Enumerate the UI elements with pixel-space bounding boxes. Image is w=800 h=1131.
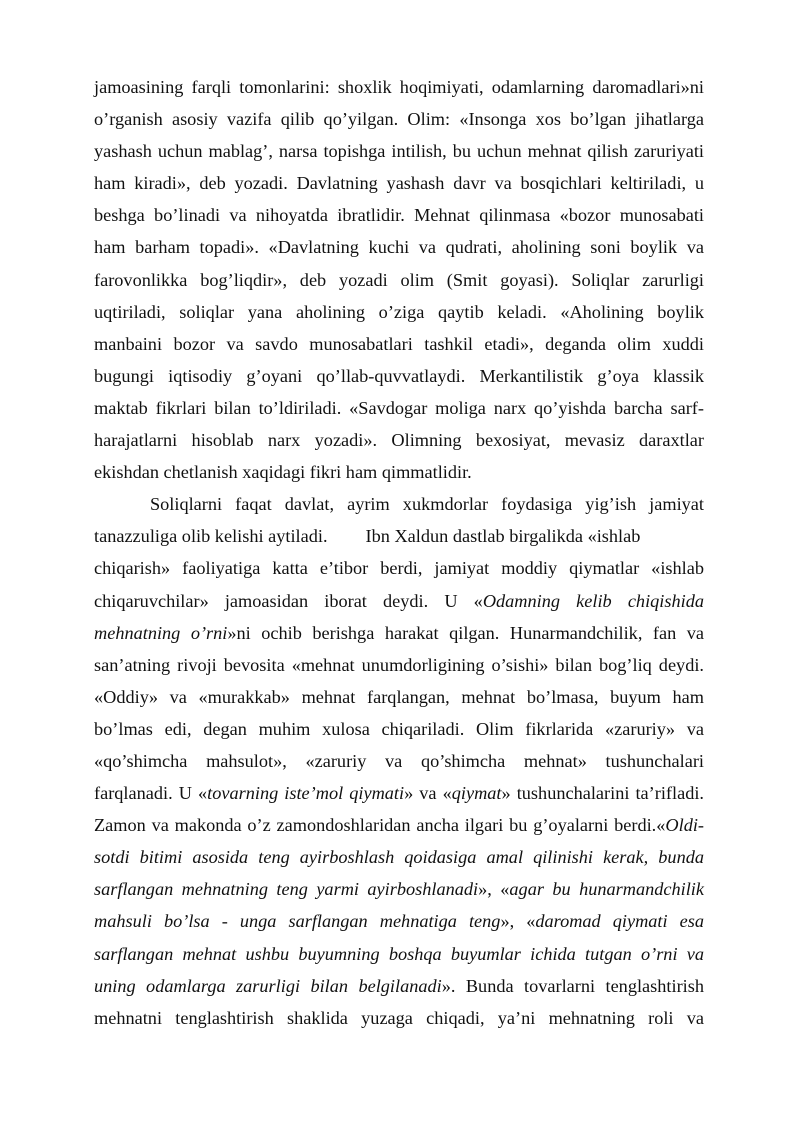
text-line: mehnatni tenglashtirish shaklida yuzaga chiqadi, ya’ni mehnatning roli va bbox=[94, 1007, 704, 1028]
text-segment: chiqaruvchilar» jamoasidan iborat deydi. U « bbox=[94, 590, 483, 611]
text-line: bugungi iqtisodiy g’oyani qo’llab-quvvatlaydi. Merkantilistik g’oya klassik bbox=[94, 365, 704, 386]
text-segment: Zamon va makonda o’z zamondoshlaridan ancha ilgari bu g’oyalarni berdi.« bbox=[94, 815, 666, 836]
text-segment: », « bbox=[500, 911, 536, 932]
text-line: ham barham topadi». «Davlatning kuchi va qudrati, aholining soni boylik va bbox=[94, 237, 704, 258]
italic-segment: sarflangan mehnat ushbu buyumning boshqa buyumlar ichida tutgan o’rni va bbox=[94, 943, 704, 964]
text-line: ham kiradi», deb yozadi. Davlatning yashash davr va bosqichlari keltiriladi, u bbox=[94, 173, 704, 194]
text-line bbox=[94, 873, 704, 905]
text-segment: farqlanadi. U « bbox=[94, 783, 208, 804]
text-line: o’rganish asosiy vazifa qilib qo’yilgan. Olim: «Insonga xos bo’lgan jihatlarga bbox=[94, 109, 704, 130]
text-line: beshga bo’linadi va nihoyatda ibratlidir. Mehnat qilinmasa «bozor munosabati bbox=[94, 205, 704, 226]
italic-segment: tovarning iste’mol qiymati bbox=[207, 783, 405, 804]
text-line bbox=[94, 938, 704, 970]
text-line bbox=[94, 585, 704, 617]
paragraph-2 bbox=[94, 488, 704, 1034]
text-line bbox=[94, 777, 704, 809]
body-text bbox=[94, 71, 704, 1034]
text-line: ekishdan chetlanish xaqidagi fikri ham qimmatlidir. bbox=[94, 462, 472, 483]
text-segment: » tushunchalarini ta’rifladi. bbox=[501, 783, 704, 804]
italic-segment: Oldi- bbox=[665, 815, 704, 836]
text-line bbox=[94, 617, 704, 649]
text-line: Soliqlarni faqat davlat, ayrim xukmdorlar foydasiga yig’ish jamiyat bbox=[150, 494, 704, 515]
text-line: san’atning rivoji bevosita «mehnat unumdorligining o’sishi» bilan bog’liq deydi. bbox=[94, 654, 704, 675]
text-segment: ». Bunda tovarlarni tenglashtirish bbox=[441, 975, 704, 996]
italic-segment: Odamning kelib chiqishida bbox=[482, 590, 704, 611]
text-segment: tanazzuliga olib kelishi aytiladi. bbox=[94, 526, 328, 547]
text-line bbox=[94, 841, 704, 873]
text-line: uqtiriladi, soliqlar yana aholining o’ziga qaytib keladi. «Aholining boylik bbox=[94, 301, 704, 322]
text-line: manbaini bozor va savdo munosabatlari tashkil etadi», deganda olim xuddi bbox=[94, 333, 704, 354]
text-segment: »ni ochib berishga harakat qilgan. Hunarmandchilik, fan va bbox=[227, 622, 704, 643]
text-line: farovonlikka bog’liqdir», deb yozadi olim (Smit goyasi). Soliqlar zarurligi bbox=[94, 269, 704, 290]
text-line bbox=[94, 905, 704, 937]
italic-segment: mahsuli bo’lsa - unga sarflangan mehnatiga teng bbox=[94, 911, 501, 932]
italic-segment: mehnatning o’rni bbox=[94, 622, 228, 643]
text-line: chiqarish» faoliyatiga katta e’tibor berdi, jamiyat moddiy qiymatlar «ishlab bbox=[94, 558, 704, 579]
text-line: maktab fikrlari bilan to’ldiriladi. «Savdogar moliga narx qo’yishda barcha sarf- bbox=[94, 397, 704, 418]
text-segment: Ibn Xaldun dastlab birgalikda «ishlab bbox=[365, 526, 641, 547]
text-line bbox=[94, 520, 704, 552]
italic-segment: daromad qiymati esa bbox=[535, 911, 705, 932]
text-line: «qo’shimcha mahsulot», «zaruriy va qo’shimcha mehnat» tushunchalari bbox=[94, 750, 704, 771]
text-line: yashash uchun mablag’, narsa topishga intilish, bu uchun mehnat qilish zaruriyati bbox=[94, 141, 704, 162]
text-line: «Oddiy» va «murakkab» mehnat farqlangan, mehnat bo’lmasa, buyum ham bbox=[94, 686, 704, 707]
italic-segment: agar bu hunarmandchilik bbox=[509, 879, 704, 900]
text-line bbox=[94, 970, 704, 1002]
text-line: bo’lmas edi, degan muhim xulosa chiqariladi. Olim fikrlarida «zaruriy» va bbox=[94, 718, 704, 739]
italic-segment: uning odamlarga zarurligi bilan belgilanadi bbox=[94, 975, 442, 996]
paragraph-1 bbox=[94, 71, 704, 488]
text-line bbox=[94, 809, 704, 841]
text-segment: », « bbox=[478, 879, 510, 900]
text-line: jamoasining farqli tomonlarini: shoxlik hoqimiyati, odamlarning daromadlari»ni bbox=[94, 77, 704, 97]
italic-segment: sarflangan mehnatning teng yarmi ayirboshlanadi bbox=[94, 879, 479, 900]
italic-segment: sotdi bitimi asosida teng ayirboshlash qoidasiga amal qilinishi kerak, bunda bbox=[94, 847, 704, 868]
text-line: harajatlarni hisoblab narx yozadi». Olimning bexosiyat, mevasiz daraxtlar bbox=[94, 430, 704, 451]
text-segment: » va « bbox=[404, 783, 452, 804]
italic-segment: qiymat bbox=[451, 783, 502, 804]
